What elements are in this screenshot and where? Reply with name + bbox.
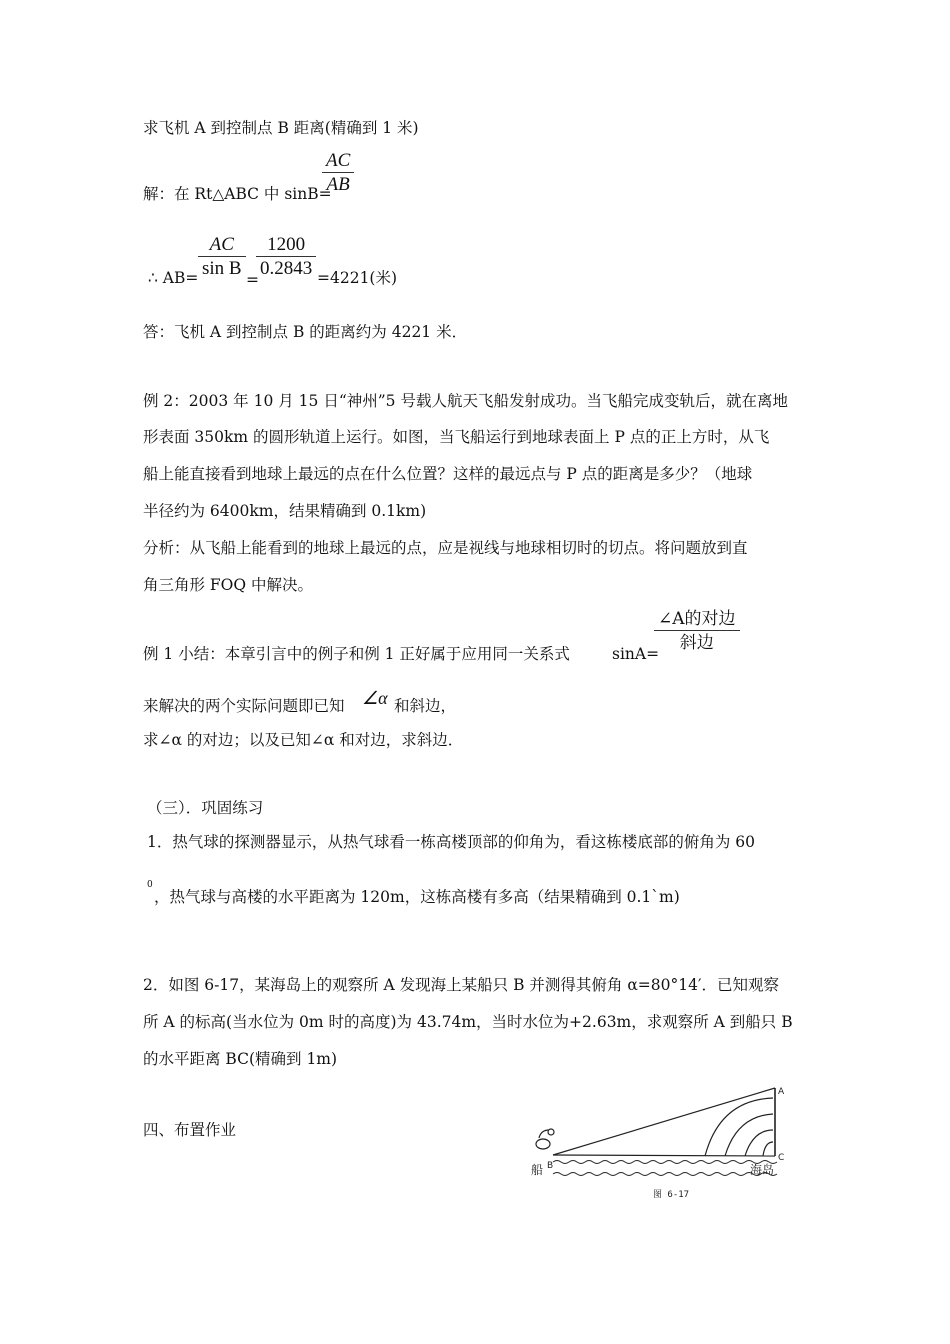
numerator: 1200 <box>256 234 316 257</box>
island-contour <box>725 1114 773 1156</box>
numerator: AC <box>198 234 246 257</box>
fraction-ac-ab <box>322 150 354 197</box>
text-line: 和斜边， <box>394 697 457 715</box>
sin-a-label: sinA= <box>612 645 660 663</box>
label-b: B <box>547 1161 554 1171</box>
text-line: 的水平距离 BC(精确到 1m) <box>143 1050 338 1068</box>
ship-icon <box>536 1139 550 1149</box>
text-line: 半径约为 6400km，结果精确到 0.1km) <box>143 502 427 520</box>
text-line: 1．热气球的探测器显示，从热气球看一栋高楼顶部的仰角为，看这栋楼底部的俯角为 60 <box>147 833 756 851</box>
text-line: 例 1 小结：本章引言中的例子和例 1 正好属于应用同一关系式 <box>143 645 570 663</box>
fraction-1200 <box>256 234 316 281</box>
fraction-sina <box>654 608 740 655</box>
figure-6-17 <box>525 1080 815 1205</box>
text-line: 解：在 Rt△ABC 中 sinB= <box>143 185 332 203</box>
text-line: 求∠α 的对边；以及已知∠α 和对边，求斜边． <box>143 731 464 749</box>
sea-wave <box>553 1173 777 1176</box>
ship-icon <box>548 1129 554 1135</box>
denominator: AB <box>326 174 350 195</box>
text-line: 所 A 的标高(当水位为 0m 时的高度)为 43.74m，当时水位为+2.63m，求观察所 A 到船只 B <box>143 1013 793 1031</box>
denominator: 斜边 <box>679 633 714 653</box>
denominator: 0.2843 <box>260 258 313 279</box>
sight-line-ba <box>553 1088 775 1155</box>
text-line: ∴ AB= <box>148 269 199 287</box>
sea-wave <box>553 1161 777 1164</box>
text-line: 船上能直接看到地球上最远的点在什么位置？这样的最远点与 P 点的距离是多少？（地球 <box>143 465 753 483</box>
numerator: AC <box>322 150 354 173</box>
island-contour <box>705 1098 773 1156</box>
figure-caption: 图 6-17 <box>653 1190 690 1200</box>
label-a: A <box>778 1087 785 1097</box>
section-heading: （三）．巩固练习 <box>147 799 264 817</box>
numerator: ∠A的对边 <box>654 608 740 631</box>
text-line: 分析：从飞船上能看到的地球上最远的点，应是视线与地球相切时的切点。将问题放到直 <box>143 539 748 557</box>
text-line: =4221(米) <box>317 269 398 287</box>
text-line: ，热气球与高楼的水平距离为 120m，这栋高楼有多高（结果精确到 0.1`m) <box>154 888 680 906</box>
superscript-degree: 0 <box>147 880 153 890</box>
denominator: sin B <box>202 258 242 279</box>
text-line: 形表面 350km 的圆形轨道上运行。如图，当飞船运行到地球表面上 P 点的正上方时，从飞 <box>143 428 770 446</box>
text-line: 角三角形 FOQ 中解决。 <box>143 576 314 594</box>
label-ship: 船 <box>531 1163 544 1177</box>
text-line: 2．如图 6-17，某海岛上的观察所 A 发现海上某船只 B 并测得其俯角 α=80°14′．已知观察 <box>143 976 780 994</box>
section-heading: 四、布置作业 <box>143 1121 237 1139</box>
label-c: C <box>778 1153 785 1163</box>
text-line: 来解决的两个实际问题即已知 <box>143 697 345 715</box>
text-line: 例 2：2003 年 10 月 15 日“神州”5 号载人航天飞船发射成功。当飞船完成变轨后，就在离地 <box>143 392 788 410</box>
equals-sign: = <box>246 271 259 289</box>
angle-alpha-symbol: ∠α <box>362 688 388 708</box>
text-line: 求飞机 A 到控制点 B 距离(精确到 1 米) <box>143 119 419 137</box>
text-line: 答：飞机 A 到控制点 B 的距离约为 4221 米． <box>143 323 468 341</box>
line-bc <box>553 1155 775 1156</box>
island-contour <box>763 1142 773 1156</box>
fraction-ac-sinb <box>198 234 246 281</box>
label-island: 海岛 <box>750 1163 775 1177</box>
